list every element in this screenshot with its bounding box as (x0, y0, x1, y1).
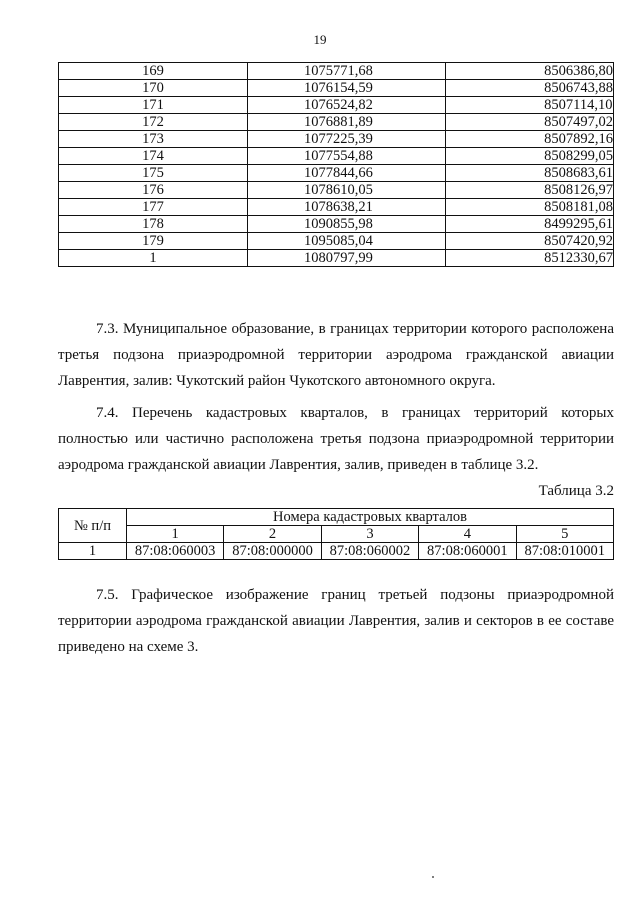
paragraph-7-3-text: 7.3. Муниципальное образование, в границах территории которого расположена третья подзона приаэродромной территории аэродрома гражданской авиации Лаврентия, залив: Чукотский район Чукотского автономного округа. (58, 321, 614, 389)
coordinate-x: 1077554,88 (248, 148, 446, 165)
table-row (59, 80, 614, 97)
header-cadastral-numbers: Номера кадастровых кварталов (126, 509, 613, 526)
coordinate-x: 1078638,21 (248, 199, 446, 216)
point-number (59, 182, 248, 199)
point-number (59, 216, 248, 233)
coordinate-y: 8508181,08 (446, 199, 614, 216)
cadastral-number: 87:08:000000 (224, 543, 321, 560)
table-column-numbers-row (59, 526, 614, 543)
point-number-text: 179 (142, 233, 164, 249)
coordinate-x: 1080797,99 (248, 250, 446, 267)
cadastral-number: 87:08:060003 (126, 543, 223, 560)
coordinate-y: 8512330,67 (446, 250, 614, 267)
point-number (59, 63, 248, 80)
coordinate-x: 1077225,39 (248, 131, 446, 148)
point-number (59, 250, 248, 267)
point-number (59, 148, 248, 165)
paragraph-7-4-text: 7.4. Перечень кадастровых кварталов, в границах территорий которых полностью или частично расположена третья подзона приаэродромной территории аэродрома гражданской авиации Лаврентия, залив, приведен в таблице 3.2. (58, 405, 614, 473)
paragraph-7-5 (58, 582, 614, 660)
point-number (59, 97, 248, 114)
cadastral-quarters-table (58, 508, 614, 560)
coordinate-y: 8506743,88 (446, 80, 614, 97)
coordinate-x: 1076154,59 (248, 80, 446, 97)
cadastral-number: 87:08:060001 (419, 543, 516, 560)
table-row (59, 182, 614, 199)
table-header-row (59, 509, 614, 526)
coordinate-y: 8507497,02 (446, 114, 614, 131)
coordinate-y: 8507420,92 (446, 233, 614, 250)
point-number (59, 80, 248, 97)
coordinates-table-body (59, 63, 614, 267)
table-row (59, 199, 614, 216)
table-caption: Таблица 3.2 (538, 483, 614, 499)
point-number-text: 169 (142, 63, 164, 79)
column-number: 2 (224, 526, 321, 543)
table-row (59, 233, 614, 250)
coordinate-x: 1076881,89 (248, 114, 446, 131)
coordinate-y: 8499295,61 (446, 216, 614, 233)
paragraph-7-4 (58, 400, 614, 478)
coordinate-x: 1078610,05 (248, 182, 446, 199)
row-number: 1 (59, 543, 127, 560)
table-row (59, 131, 614, 148)
coordinate-y: 8508126,97 (446, 182, 614, 199)
table-row (59, 216, 614, 233)
point-number (59, 114, 248, 131)
column-number: 3 (321, 526, 418, 543)
point-number-text: 171 (142, 97, 164, 113)
coordinate-x: 1095085,04 (248, 233, 446, 250)
coordinate-y: 8506386,80 (446, 63, 614, 80)
point-number-text: 172 (142, 114, 164, 130)
column-number: 1 (126, 526, 223, 543)
header-row-number: № п/п (59, 509, 127, 543)
point-number-text: 170 (142, 80, 164, 96)
table-row (59, 148, 614, 165)
coordinate-y: 8508299,05 (446, 148, 614, 165)
point-number (59, 233, 248, 250)
scan-speck (432, 876, 434, 878)
coordinates-table (58, 62, 614, 267)
coordinate-x: 1076524,82 (248, 97, 446, 114)
column-number: 4 (419, 526, 516, 543)
point-number-text: 1 (149, 250, 157, 266)
coordinate-y: 8507114,10 (446, 97, 614, 114)
point-number-text: 173 (142, 131, 164, 147)
table-row (59, 250, 614, 267)
coordinate-y: 8507892,16 (446, 131, 614, 148)
point-number (59, 165, 248, 182)
cadastral-number: 87:08:060002 (321, 543, 418, 560)
paragraph-7-5-text: 7.5. Графическое изображение границ третьей подзоны приаэродромной территории аэродрома гражданской авиации Лаврентия, залив и секторов в ее составе приведено на схеме 3. (58, 587, 614, 655)
paragraph-7-3 (58, 316, 614, 394)
point-number (59, 199, 248, 216)
coordinate-y: 8508683,61 (446, 165, 614, 182)
cadastral-number: 87:08:010001 (516, 543, 613, 560)
page-number: 19 (313, 32, 327, 47)
point-number-text: 177 (142, 199, 164, 215)
coordinate-x: 1077844,66 (248, 165, 446, 182)
table-row (59, 543, 614, 560)
table-row (59, 165, 614, 182)
coordinate-x: 1075771,68 (248, 63, 446, 80)
table-row (59, 114, 614, 131)
point-number-text: 175 (142, 165, 164, 181)
point-number (59, 131, 248, 148)
point-number-text: 176 (142, 182, 164, 198)
coordinate-x: 1090855,98 (248, 216, 446, 233)
table-row (59, 63, 614, 80)
column-number: 5 (516, 526, 613, 543)
point-number-text: 174 (142, 148, 164, 164)
point-number-text: 178 (142, 216, 164, 232)
table-row (59, 97, 614, 114)
